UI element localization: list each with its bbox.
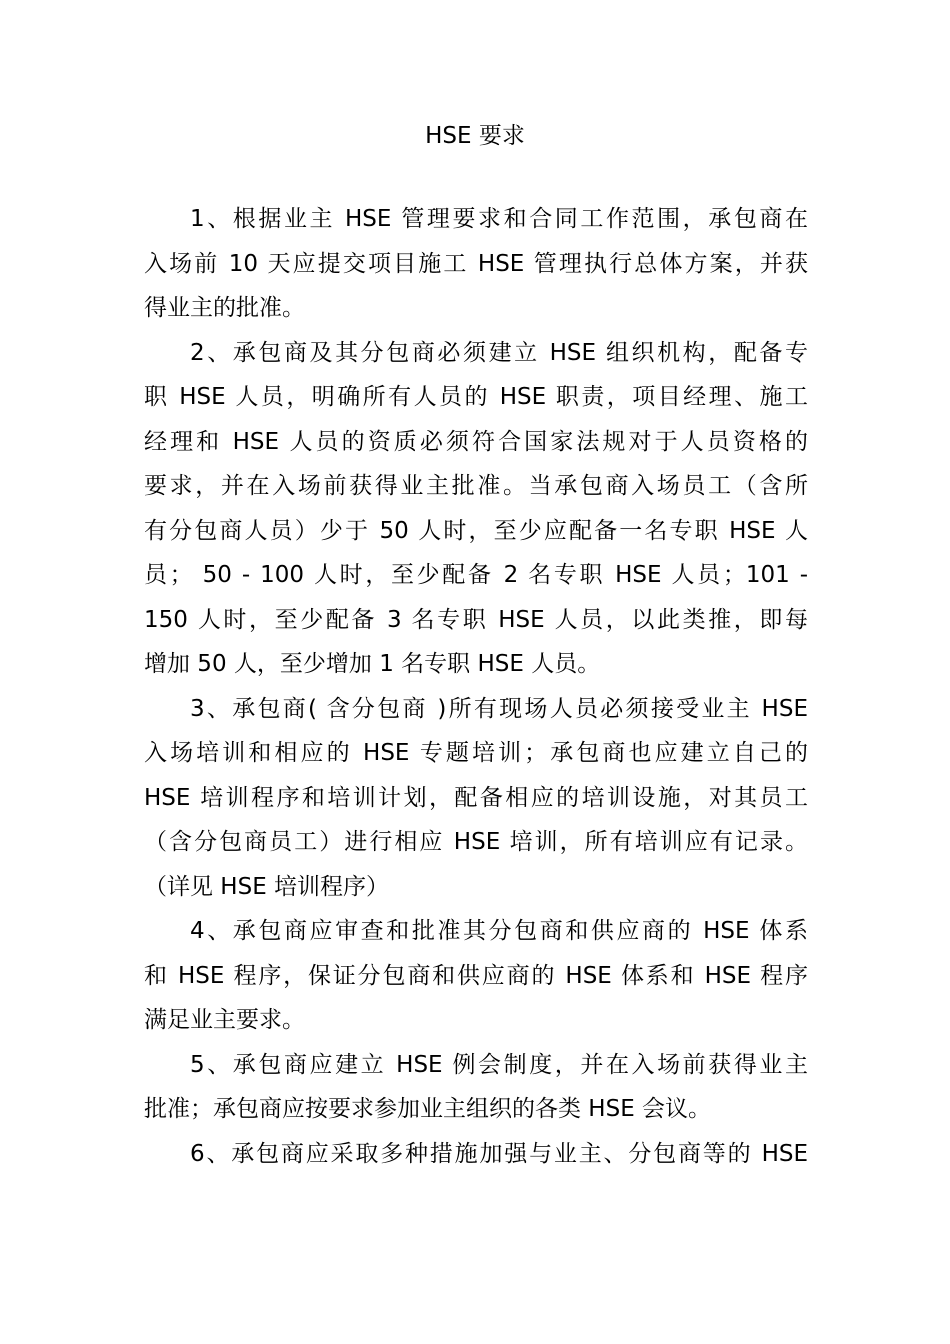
paragraph-3-line-1: 3、承包商( 含分包商 )所有现场人员必须接受业主 HSE <box>190 695 808 722</box>
paragraph-2-line-6: 员； 50 - 100 人时，至少配备 2 名专职 HSE 人员；101 - <box>144 562 808 588</box>
paragraph-1-line-1: 1、根据业主 HSE 管理要求和合同工作范围，承包商在 <box>190 206 808 232</box>
paragraph-3-line-3: HSE 培训程序和培训计划，配备相应的培训设施，对其员工 <box>144 784 808 811</box>
paragraph-3-line-4: （含分包商员工）进行相应 HSE 培训，所有培训应有记录。 <box>144 829 808 855</box>
paragraph-2-line-4: 要求，并在入场前获得业主批准。当承包商入场员工（含所 <box>144 473 808 499</box>
paragraph-3-line-2: 入场培训和相应的 HSE 专题培训；承包商也应建立自己的 <box>144 740 808 766</box>
paragraph-2-line-5: 有分包商人员）少于 50 人时，至少应配备一名专职 HSE 人 <box>144 517 808 544</box>
paragraph-2-line-1: 2、承包商及其分包商必须建立 HSE 组织机构，配备专 <box>190 339 808 366</box>
paragraph-4-line-3: 满足业主要求。 <box>144 1007 305 1033</box>
paragraph-5-line-2: 批准；承包商应按要求参加业主组织的各类 HSE 会议。 <box>144 1096 712 1122</box>
document-title: HSE 要求 <box>425 123 525 149</box>
paragraph-2-line-7: 150 人时，至少配备 3 名专职 HSE 人员，以此类推，即每 <box>144 606 808 633</box>
paragraph-4-line-1: 4、承包商应审查和批准其分包商和供应商的 HSE 体系 <box>190 918 808 944</box>
paragraph-5-line-1: 5、承包商应建立 HSE 例会制度，并在入场前获得业主 <box>190 1051 808 1078</box>
paragraph-3-line-5: （详见 HSE 培训程序） <box>144 873 390 900</box>
paragraph-1-line-3: 得业主的批准。 <box>144 295 305 321</box>
paragraph-4-line-2: 和 HSE 程序，保证分包商和供应商的 HSE 体系和 HSE 程序 <box>144 962 808 989</box>
paragraph-2-line-3: 经理和 HSE 人员的资质必须符合国家法规对于人员资格的 <box>144 428 808 455</box>
paragraph-1-line-2: 入场前 10 天应提交项目施工 HSE 管理执行总体方案，并获 <box>144 250 808 277</box>
paragraph-2-line-2: 职 HSE 人员，明确所有人员的 HSE 职责，项目经理、施工 <box>144 384 808 410</box>
document-body <box>144 197 808 1176</box>
paragraph-6-line-1: 6、承包商应采取多种措施加强与业主、分包商等的 HSE <box>190 1140 808 1167</box>
paragraph-2-line-8: 增加 50 人，至少增加 1 名专职 HSE 人员。 <box>144 651 601 677</box>
